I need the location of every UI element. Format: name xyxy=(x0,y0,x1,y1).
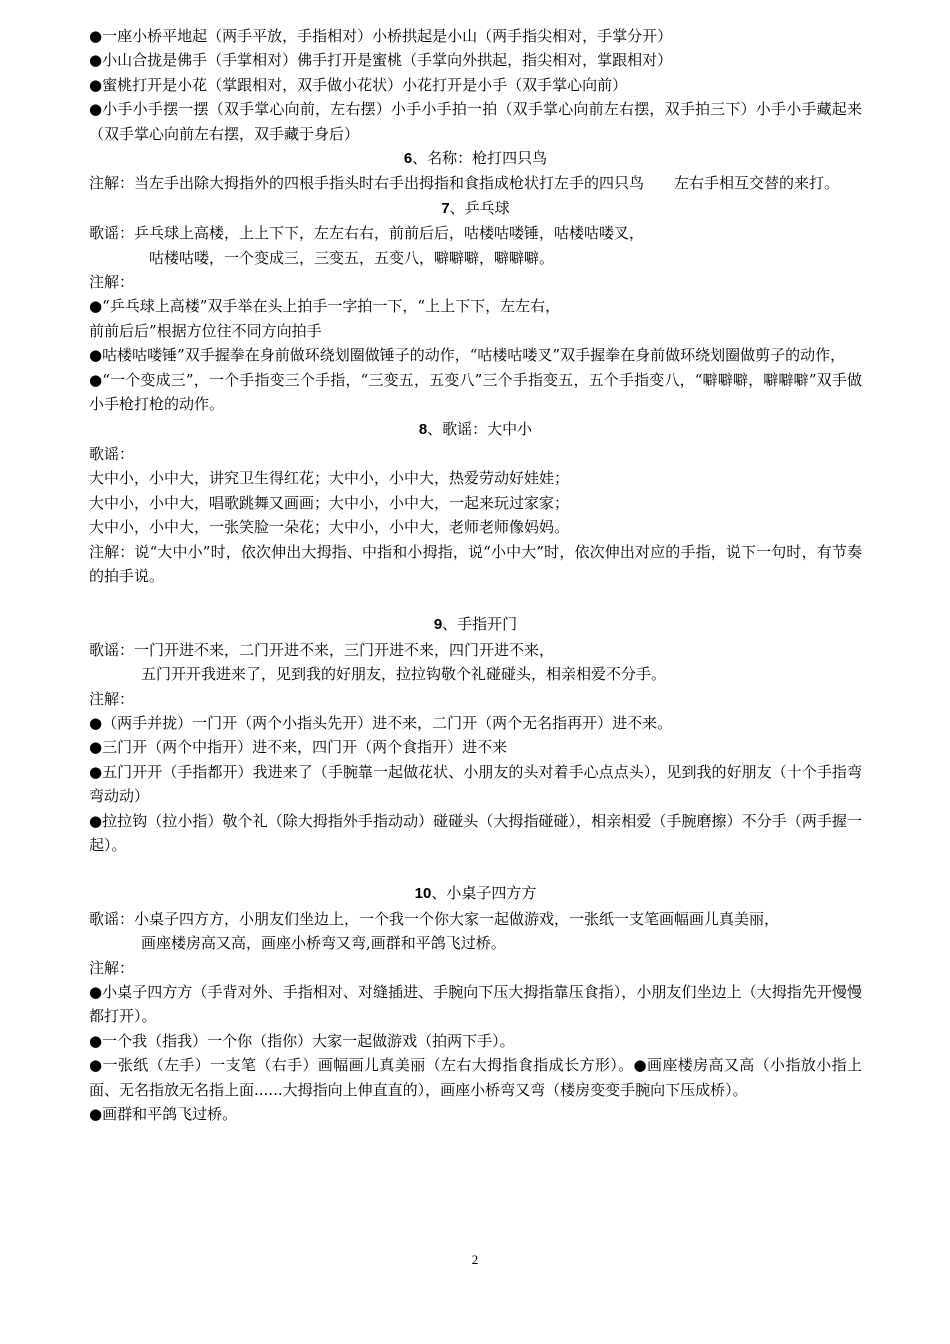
note-label: 注解： xyxy=(89,273,135,292)
section-heading xyxy=(89,417,862,442)
note-item: ●（两手并拢）一门开（两个小指头先开）进不来，二门开（两个无名指再开）进不来。 xyxy=(89,713,673,732)
note-paragraph: 注解：说“大中小”时，依次伸出大拇指、中指和小拇指，说“小中大”时，依次伸出对应的手指，说下一句时，有节奏的拍手说。 xyxy=(89,542,862,585)
note-item: ●咕楼咕喽锤”双手握拳在身前做环绕划圈做锤子的动作，“咕楼咕喽叉”双手握拳在身前做环绕划圈做剪子的动作， xyxy=(89,346,846,365)
section-title: 、乒乓球 xyxy=(449,198,510,217)
section-heading xyxy=(89,146,862,171)
note-item: 前前后后”根据方位往不同方向拍手 xyxy=(89,321,322,340)
song-line: 画座楼房高又高，画座小桥弯又弯,画群和平鸽飞过桥。 xyxy=(141,934,506,953)
song-line: 五门开开我进来了，见到我的好朋友，拉拉钩敬个礼碰碰头，相亲相爱不分手。 xyxy=(141,665,667,684)
note-item: ●“乒乓球上高楼”双手举在头上拍手一字拍一下，“上上下下，左左右， xyxy=(89,297,561,316)
song-line: 歌谣：小桌子四方方，小朋友们坐边上，一个我一个你大家一起做游戏，一张纸一支笔画幅画儿真美丽， xyxy=(89,909,780,928)
section-heading xyxy=(89,612,862,637)
paragraph: ●一座小桥平地起（两手平放，手指相对）小桥拱起是小山（两手指尖相对，手掌分开） xyxy=(89,27,673,45)
note-item: ●一张纸（左手）一支笔（右手）画幅画儿真美丽（左右大拇指食指成长方形）。●画座楼房高又高（小指放小指上面、无名指放无名指上面......大拇指向上伸直直的），画座小桥弯又弯（楼房变变手腕向下压成桥）。 xyxy=(89,1056,862,1099)
note-item: ●五门开开（手指都开）我进来了（手腕靠一起做花状、小朋友的头对着手心点点头），见到我的好朋友（十个手指弯弯动动） xyxy=(89,762,862,806)
note-item: ●拉拉钩（拉小指）敬个礼（除大拇指外手指动动）碰碰头（大拇指碰碰），相亲相爱（手腕磨擦）不分手（两手握一起）。 xyxy=(89,811,862,854)
song-line: 歌谣：乒乓球上高楼，上上下下，左左右右，前前后后，咕楼咕喽锤，咕楼咕喽叉， xyxy=(89,224,645,243)
document-body xyxy=(89,24,862,1126)
song-line: 大中小，小中大，唱歌跳舞又画画；大中小，小中大，一起来玩过家家； xyxy=(89,493,570,512)
note-item: ●小桌子四方方（手背对外、手指相对、对缝插进、手腕向下压大拇指靠压食指），小朋友们坐边上（大拇指先开慢慢都打开）。 xyxy=(89,983,862,1026)
spacer xyxy=(89,588,862,612)
section-heading xyxy=(89,196,862,221)
note-label: 注解： xyxy=(89,689,135,708)
section-title: 、小桌子四方方 xyxy=(431,884,537,903)
paragraph: ●小山合拢是佛手（手掌相对）佛手打开是蜜桃（手掌向外拱起，指尖相对，掌跟相对） xyxy=(89,51,673,70)
song-line: 咕楼咕喽，一个变成三，三变五，五变八，噼噼噼，噼噼噼。 xyxy=(149,248,555,267)
note-paragraph: 注解：当左手出除大拇指外的四根手指头时右手出拇指和食指成枪状打左手的四只鸟 左右手相互交替的来打。 xyxy=(89,174,840,193)
section-number: 9 xyxy=(433,616,443,634)
song-line: 歌谣：一门开进不来，二门开进不来，三门开进不来，四门开进不来， xyxy=(89,640,555,659)
paragraph: ●小手小手摆一摆（双手掌心向前，左右摆）小手小手拍一拍（双手掌心向前左右摆，双手拍三下）小手小手藏起来（双手掌心向前左右摆，双手藏于身后） xyxy=(89,100,862,143)
section-number: 6 xyxy=(403,150,413,168)
note-item: ●三门开（两个中指开）进不来，四门开（两个食指开）进不来 xyxy=(89,738,508,757)
section-title: 、歌谣：大中小 xyxy=(427,419,533,438)
section-number: 7 xyxy=(441,199,450,217)
note-label: 注解： xyxy=(89,958,135,977)
section-title: 、名称：枪打四只鸟 xyxy=(412,149,548,168)
note-item: ●一个我（指我）一个你（指你）大家一起做游戏（拍两下手）。 xyxy=(89,1031,515,1050)
section-title: 、手指开门 xyxy=(442,615,518,634)
note-item: ●“一个变成三”，一个手指变三个手指，“三变五，五变八”三个手指变五，五个手指变八，“噼噼噼，噼噼噼”双手做小手枪打枪的动作。 xyxy=(89,370,862,414)
section-number: 10 xyxy=(414,885,432,903)
song-label: 歌谣： xyxy=(89,444,135,463)
spacer xyxy=(89,857,862,881)
page-number: 2 xyxy=(471,1252,479,1267)
song-line: 大中小，小中大，讲究卫生得红花；大中小，小中大，热爱劳动好娃娃； xyxy=(89,469,570,488)
song-line: 大中小，小中大，一张笑脸一朵花；大中小，小中大，老师老师像妈妈。 xyxy=(89,518,570,537)
section-number: 8 xyxy=(418,420,428,438)
paragraph: ●蜜桃打开是小花（掌跟相对，双手做小花状）小花打开是小手（双手掌心向前） xyxy=(89,75,628,94)
section-heading xyxy=(89,881,862,906)
note-item: ●画群和平鸽飞过桥。 xyxy=(89,1105,238,1124)
